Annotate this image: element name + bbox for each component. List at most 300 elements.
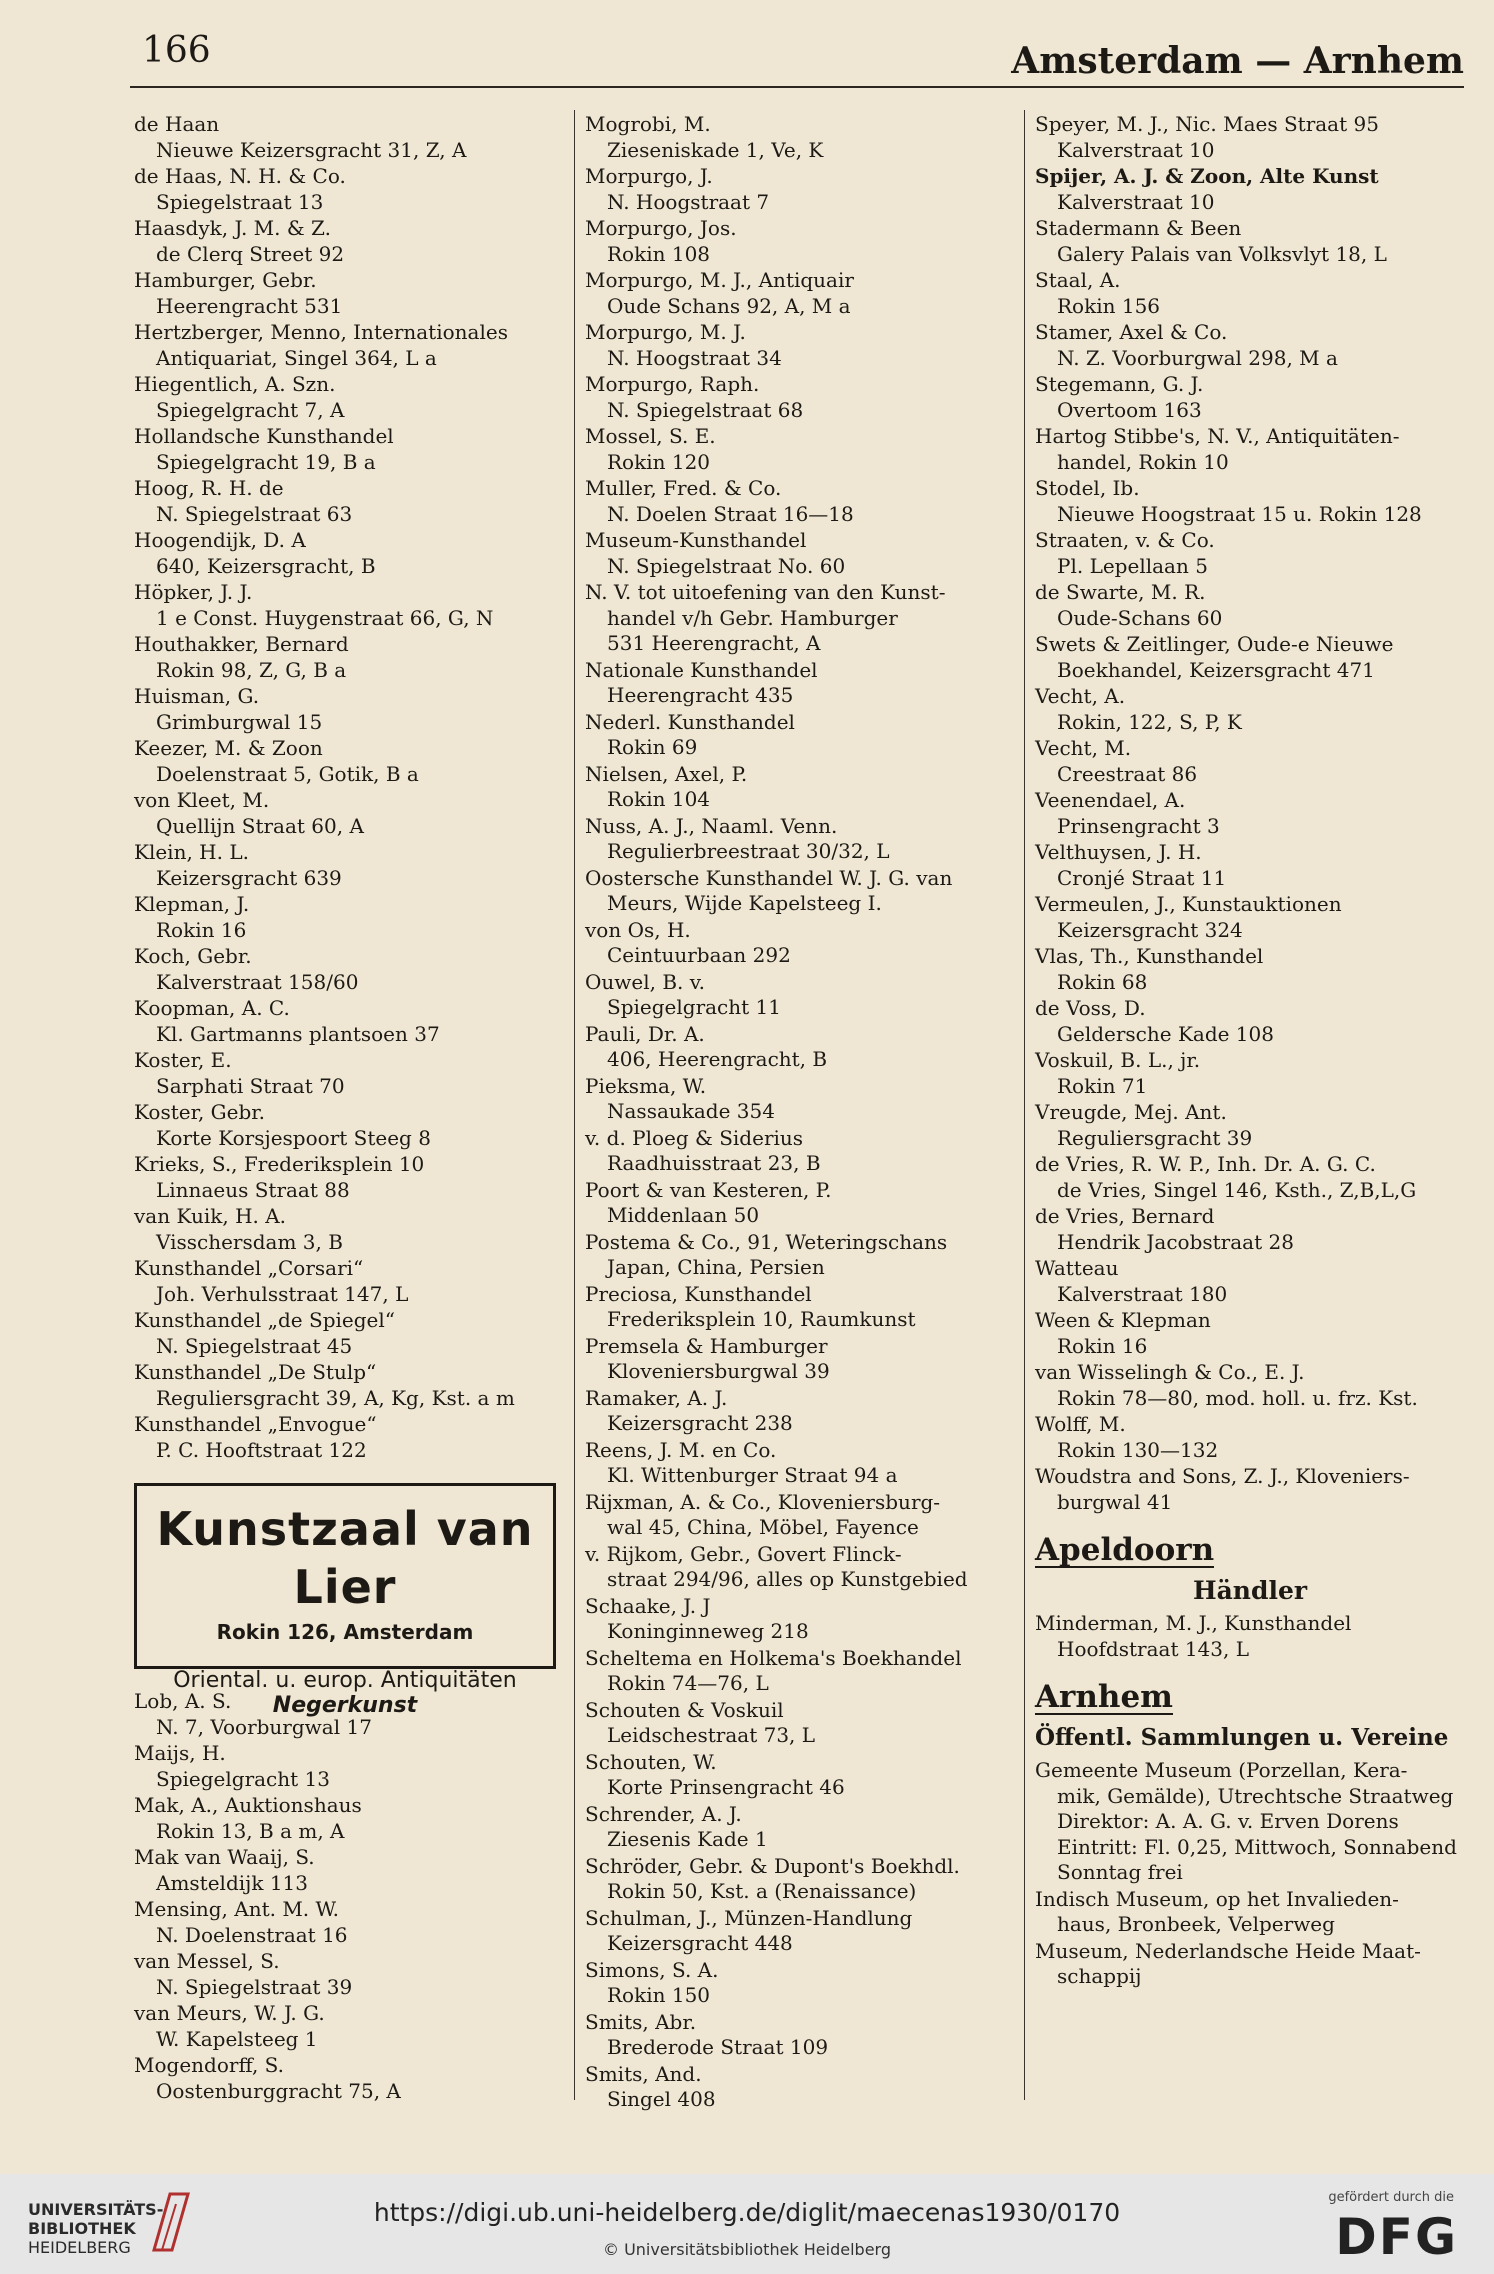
entry-address: Overtoom 163 <box>1057 397 1202 422</box>
entry-name: Nationale Kunsthandel <box>585 657 818 682</box>
entry-address: de Clerq Street 92 <box>156 241 345 266</box>
library-name-line: HEIDELBERG <box>28 2238 131 2257</box>
entry-name: de Vries, R. W. P., Inh. Dr. A. G. C. <box>1035 1152 1376 1176</box>
entry-name: de Swarte, M. R. <box>1035 580 1206 604</box>
entry-address: handel, Rokin 10 <box>1057 449 1229 474</box>
directory-entry <box>134 1741 564 1792</box>
entry-address: N. Spiegelstraat 39 <box>156 1974 353 1999</box>
entry-name: Schulman, J., Münzen-Handlung <box>585 1905 913 1930</box>
entry-address: N. Spiegelstraat 63 <box>156 501 353 526</box>
entry-address: Kalverstraat 10 <box>1057 189 1215 214</box>
directory-entry <box>134 1256 564 1307</box>
directory-entry <box>1035 164 1465 215</box>
entry-name: Pauli, Dr. A. <box>585 1021 705 1046</box>
directory-entry <box>1035 736 1465 787</box>
entry-address: Kl. Gartmanns plantsoen 37 <box>156 1021 440 1046</box>
entry-address: Sonntag frei <box>1057 1860 1183 1884</box>
entry-address: Japan, China, Persien <box>607 1255 825 1279</box>
directory-entry <box>585 424 1015 475</box>
entry-address: Rokin 71 <box>1057 1073 1148 1098</box>
entry-name: Koch, Gebr. <box>134 944 252 968</box>
directory-entry <box>134 476 564 527</box>
entry-name: de Voss, D. <box>1035 996 1146 1020</box>
entry-address: Boekhandel, Keizersgracht 471 <box>1057 657 1375 682</box>
directory-entry <box>1035 996 1465 1047</box>
entry-address: N. 7, Voorburgwal 17 <box>156 1714 372 1739</box>
directory-entry <box>134 2053 564 2104</box>
entry-address: Doelenstraat 5, Gotik, B a <box>156 761 419 786</box>
entry-name: von Os, H. <box>585 917 691 942</box>
entry-name: de Haas, N. H. & Co. <box>134 164 346 188</box>
directory-entry <box>585 112 1015 163</box>
directory-entry <box>585 580 1015 657</box>
entry-address: Rokin 130—132 <box>1057 1437 1219 1462</box>
directory-entry <box>1035 1758 1465 1886</box>
entry-address: Sarphati Straat 70 <box>156 1073 345 1098</box>
entry-name: Ouwel, B. v. <box>585 969 706 994</box>
entry-address: N. Z. Voorburgwal 298, M a <box>1057 345 1338 370</box>
entry-name: Kunsthandel „Corsari“ <box>134 1256 364 1280</box>
directory-entry <box>585 710 1015 761</box>
entry-address: Hendrik Jacobstraat 28 <box>1057 1229 1294 1254</box>
directory-entry <box>134 892 564 943</box>
entry-address: Eintritt: Fl. 0,25, Mittwoch, Sonnabend <box>1057 1834 1457 1859</box>
entry-address: N. Doelenstraat 16 <box>156 1922 348 1947</box>
entry-name: Hertzberger, Menno, Internationales <box>134 320 508 344</box>
directory-entry <box>585 1126 1015 1177</box>
entry-name: Museum-Kunsthandel <box>585 528 807 552</box>
directory-entry <box>134 580 564 631</box>
entry-name: Reens, J. M. en Co. <box>585 1437 777 1462</box>
entry-address: Brederode Straat 109 <box>607 2035 829 2059</box>
entry-name: Indisch Museum, op het Invalieden- <box>1035 1886 1399 1911</box>
directory-entry <box>134 788 564 839</box>
directory-entry <box>585 528 1015 579</box>
entry-address: Rokin 150 <box>607 1983 711 2007</box>
entry-address: 1 e Const. Huygenstraat 66, G, N <box>156 605 494 630</box>
entry-address: Rokin, 122, S, P, K <box>1057 709 1242 734</box>
directory-entry <box>1035 1204 1465 1255</box>
entry-name: Straaten, v. & Co. <box>1035 528 1215 552</box>
entry-name: Vlas, Th., Kunsthandel <box>1035 944 1264 968</box>
directory-entry <box>134 320 564 371</box>
directory-entry <box>134 996 564 1047</box>
entry-name: von Kleet, M. <box>134 788 270 812</box>
entry-address: Rokin 68 <box>1057 969 1148 994</box>
column-1 <box>134 112 564 2105</box>
directory-entry <box>585 970 1015 1021</box>
entry-name: Hollandsche Kunsthandel <box>134 424 394 448</box>
entry-name: Krieks, S., Frederiksplein 10 <box>134 1152 425 1176</box>
entry-address: Kalverstraat 10 <box>1057 137 1215 162</box>
entry-name: Maijs, H. <box>134 1741 226 1765</box>
entry-name: Muller, Fred. & Co. <box>585 476 782 500</box>
directory-entry <box>134 1793 564 1844</box>
directory-entry <box>134 112 564 163</box>
funding-note: gefördert durch die <box>1328 2190 1454 2205</box>
entry-address: wal 45, China, Möbel, Fayence <box>607 1515 919 1539</box>
entry-name: Klein, H. L. <box>134 840 249 864</box>
entry-address: de Vries, Singel 146, Ksth., Z,B,L,G <box>1057 1177 1417 1202</box>
running-title: Amsterdam — Arnhem <box>1011 40 1464 82</box>
entry-address: Heerengracht 435 <box>607 683 794 707</box>
entry-address: Spiegelgracht 11 <box>607 995 781 1019</box>
entry-name: Stadermann & Been <box>1035 216 1242 240</box>
directory-entry <box>1035 476 1465 527</box>
directory-entry <box>1035 1100 1465 1151</box>
entry-address: Kalverstraat 158/60 <box>156 969 359 994</box>
directory-entry <box>1035 1464 1465 1515</box>
entry-address: Prinsengracht 3 <box>1057 813 1220 838</box>
entry-name: Kunsthandel „De Stulp“ <box>134 1360 377 1384</box>
entry-address: Rokin 156 <box>1057 293 1161 318</box>
entry-name: van Meurs, W. J. G. <box>134 2001 325 2025</box>
entry-name: Mogrobi, M. <box>585 112 711 136</box>
ad-address: Rokin 126, Amsterdam <box>216 1620 474 1644</box>
entry-address: 640, Keizersgracht, B <box>156 553 376 578</box>
entry-name: Speyer, M. J., Nic. Maes Straat 95 <box>1035 112 1379 136</box>
directory-entry <box>1035 216 1465 267</box>
entry-name: Poort & van Kesteren, P. <box>585 1177 832 1202</box>
directory-entry <box>585 1438 1015 1489</box>
entry-address: Oude Schans 92, A, M a <box>607 293 851 318</box>
directory-entry <box>134 632 564 683</box>
directory-entry <box>134 1152 564 1203</box>
entry-address: Ziesenis Kade 1 <box>607 1827 768 1851</box>
entry-name: Koster, E. <box>134 1048 232 1072</box>
entry-address: handel v/h Gebr. Hamburger <box>607 605 898 630</box>
section-subheading: Öffentl. Sammlungen u. Vereine <box>1035 1723 1449 1751</box>
directory-entry <box>134 1949 564 2000</box>
directory-entry <box>1035 320 1465 371</box>
entry-name: Gemeente Museum (Porzellan, Kera- <box>1035 1758 1408 1782</box>
entry-name: Voskuil, B. L., jr. <box>1035 1048 1201 1072</box>
entry-name: Mossel, S. E. <box>585 424 716 448</box>
column-divider <box>1024 110 1025 2100</box>
directory-entry <box>134 1048 564 1099</box>
directory-entry <box>1035 580 1465 631</box>
directory-entry <box>585 1958 1015 2009</box>
directory-entry <box>134 1845 564 1896</box>
entry-address: Regulierbreestraat 30/32, L <box>607 839 890 863</box>
city-heading: Arnhem <box>1035 1679 1173 1715</box>
entry-name: Morpurgo, Raph. <box>585 372 760 396</box>
entry-address: Nassaukade 354 <box>607 1099 775 1123</box>
entry-address: Middenlaan 50 <box>607 1203 760 1227</box>
entry-address: P. C. Hooftstraat 122 <box>156 1437 367 1462</box>
entry-list <box>1035 112 1465 1515</box>
directory-entry <box>134 372 564 423</box>
directory-entry <box>585 1074 1015 1125</box>
entry-address: Linnaeus Straat 88 <box>156 1177 350 1202</box>
directory-entry <box>134 268 564 319</box>
entry-address: 406, Heerengracht, B <box>607 1047 828 1071</box>
directory-entry <box>585 1594 1015 1645</box>
entry-address: Oostenburggracht 75, A <box>156 2078 401 2103</box>
entry-address: Rokin 16 <box>1057 1333 1148 1358</box>
entry-address: Reguliersgracht 39 <box>1057 1125 1253 1150</box>
entry-name: Haasdyk, J. M. & Z. <box>134 216 331 240</box>
entry-address: Kalverstraat 180 <box>1057 1281 1228 1306</box>
directory-entry <box>1035 1048 1465 1099</box>
entry-address: Creestraat 86 <box>1057 761 1198 786</box>
directory-entry <box>134 1308 564 1359</box>
entry-address: Galery Palais van Volksvlyt 18, L <box>1057 241 1387 266</box>
directory-entry <box>1035 1412 1465 1463</box>
entry-list <box>1035 1611 1465 1662</box>
directory-entry <box>585 268 1015 319</box>
entry-address: Heerengracht 531 <box>156 293 343 318</box>
entry-address: Nieuwe Hoogstraat 15 u. Rokin 128 <box>1057 501 1422 526</box>
entry-name: van Kuik, H. A. <box>134 1204 287 1228</box>
entry-address: Rokin 13, B a m, A <box>156 1818 345 1843</box>
entry-name: Preciosa, Kunsthandel <box>585 1281 812 1306</box>
directory-entry <box>1035 268 1465 319</box>
entry-address: schappij <box>1057 1964 1142 1988</box>
entry-name: Mogendorff, S. <box>134 2053 284 2077</box>
directory-entry <box>585 320 1015 371</box>
entry-address: Zieseniskade 1, Ve, K <box>607 137 824 162</box>
entry-address: burgwal 41 <box>1057 1489 1173 1514</box>
entry-address: Keizersgracht 238 <box>607 1411 793 1435</box>
entry-address: Kl. Wittenburger Straat 94 a <box>607 1463 898 1487</box>
entry-address: Korte Prinsengracht 46 <box>607 1775 845 1799</box>
entry-address: Joh. Verhulsstraat 147, L <box>156 1281 409 1306</box>
directory-entry <box>585 1230 1015 1281</box>
entry-name: Vermeulen, J., Kunstauktionen <box>1035 892 1342 916</box>
entry-name: Lob, A. S. <box>134 1689 232 1713</box>
entry-name: Morpurgo, Jos. <box>585 216 737 240</box>
entry-name: Swets & Zeitlinger, Oude-e Nieuwe <box>1035 632 1394 656</box>
entry-address: N. Hoogstraat 7 <box>607 189 770 214</box>
entry-name: Schaake, J. J <box>585 1593 711 1618</box>
entry-address: 531 Heerengracht, A <box>607 631 821 655</box>
directory-entry <box>585 1490 1015 1541</box>
entry-address: Quellijn Straat 60, A <box>156 813 364 838</box>
entry-name: Schrender, A. J. <box>585 1801 742 1826</box>
page-number: 166 <box>142 30 211 71</box>
entry-address: N. Spiegelstraat 45 <box>156 1333 353 1358</box>
entry-address: Rokin 50, Kst. a (Renaissance) <box>607 1879 917 1903</box>
entry-address: Spiegelgracht 13 <box>156 1766 330 1791</box>
entry-address: Visschersdam 3, B <box>156 1229 343 1254</box>
directory-entry <box>585 2062 1015 2113</box>
entry-name: van Messel, S. <box>134 1949 280 1973</box>
entry-name: Nuss, A. J., Naaml. Venn. <box>585 813 838 838</box>
entry-name: Morpurgo, M. J. <box>585 320 746 344</box>
entry-address: Spiegelstraat 13 <box>156 189 324 214</box>
entry-name: v. Rijkom, Gebr., Govert Flinck- <box>585 1541 902 1566</box>
entry-name: Vecht, A. <box>1035 684 1126 708</box>
directory-entry <box>585 1906 1015 1957</box>
entry-name: Keezer, M. & Zoon <box>134 736 323 760</box>
directory-entry <box>1035 1152 1465 1203</box>
entry-address: Rokin 78—80, mod. holl. u. frz. Kst. <box>1057 1385 1418 1410</box>
entry-name: Wolff, M. <box>1035 1412 1126 1436</box>
directory-entry <box>1035 632 1465 683</box>
directory-entry <box>1035 372 1465 423</box>
entry-address: Keizersgracht 639 <box>156 865 342 890</box>
entry-name: Hoogendijk, D. A <box>134 528 306 552</box>
entry-name: Nielsen, Axel, P. <box>585 761 748 786</box>
entry-address: Spiegelgracht 7, A <box>156 397 345 422</box>
entry-address: Amsteldijk 113 <box>156 1870 308 1895</box>
directory-entry <box>1035 1939 1465 1990</box>
entry-name: Vreugde, Mej. Ant. <box>1035 1100 1227 1124</box>
directory-entry <box>585 372 1015 423</box>
directory-entry <box>134 1360 564 1411</box>
directory-entry <box>585 866 1015 917</box>
directory-entry <box>585 1542 1015 1593</box>
directory-entry <box>585 658 1015 709</box>
entry-address: Spiegelgracht 19, B a <box>156 449 376 474</box>
entry-address: Kloveniersburgwal 39 <box>607 1359 830 1383</box>
entry-address: Rokin 98, Z, G, B a <box>156 657 347 682</box>
directory-entry <box>134 840 564 891</box>
entry-name: Klepman, J. <box>134 892 250 916</box>
entry-name: Kunsthandel „Envogue“ <box>134 1412 377 1436</box>
directory-entry <box>1035 684 1465 735</box>
directory-entry <box>585 1282 1015 1333</box>
directory-entry <box>134 1897 564 1948</box>
entry-address: straat 294/96, alles op Kunstgebied <box>607 1567 968 1591</box>
entry-address: Cronjé Straat 11 <box>1057 865 1227 890</box>
entry-name: Stegemann, G. J. <box>1035 372 1204 396</box>
entry-name: v. d. Ploeg & Siderius <box>585 1125 804 1150</box>
entry-address: Rokin 108 <box>607 241 711 266</box>
entry-name: Simons, S. A. <box>585 1957 719 1982</box>
entry-address: Pl. Lepellaan 5 <box>1057 553 1208 578</box>
entry-name: Schröder, Gebr. & Dupont's Boekhdl. <box>585 1853 960 1878</box>
directory-entry <box>585 1386 1015 1437</box>
entry-address: haus, Bronbeek, Velperweg <box>1057 1912 1335 1936</box>
entry-name: Mak van Waaij, S. <box>134 1845 315 1869</box>
entry-address: Rokin 16 <box>156 917 247 942</box>
entry-name: Smits, And. <box>585 2061 702 2086</box>
entry-name: Velthuysen, J. H. <box>1035 840 1202 864</box>
directory-entry <box>585 1178 1015 1229</box>
entry-name: Stodel, Ib. <box>1035 476 1140 500</box>
entry-name: Stamer, Axel & Co. <box>1035 320 1228 344</box>
entry-address: Frederiksplein 10, Raumkunst <box>607 1307 916 1331</box>
ad-title: Kunstzaal van Lier <box>156 1502 534 1614</box>
entry-name: Oostersche Kunsthandel W. J. G. van <box>585 865 953 890</box>
copyright-notice: © Universitätsbibliothek Heidelberg <box>602 2240 891 2259</box>
entry-address: Singel 408 <box>607 2087 716 2111</box>
header-rule <box>130 86 1464 88</box>
entry-name: Schouten & Voskuil <box>585 1697 784 1722</box>
directory-entry <box>134 1100 564 1151</box>
entry-name: Mak, A., Auktionshaus <box>134 1793 362 1817</box>
directory-entry <box>1035 840 1465 891</box>
entry-name: Premsela & Hamburger <box>585 1333 828 1358</box>
directory-entry <box>1035 1256 1465 1307</box>
entry-address: Keizersgracht 324 <box>1057 917 1243 942</box>
directory-entry <box>1035 788 1465 839</box>
entry-address: mik, Gemälde), Utrechtsche Straatweg <box>1057 1783 1454 1808</box>
entry-name: Ramaker, A. J. <box>585 1385 728 1410</box>
entry-address: N. Doelen Straat 16—18 <box>607 501 854 526</box>
entry-name: Veenendael, A. <box>1035 788 1186 812</box>
entry-address: Meurs, Wijde Kapelsteeg I. <box>607 891 882 915</box>
entry-name: Koster, Gebr. <box>134 1100 265 1124</box>
entry-name: Spijer, A. J. & Zoon, Alte Kunst <box>1035 164 1379 188</box>
directory-entry <box>585 1022 1015 1073</box>
entry-address: W. Kapelsteeg 1 <box>156 2026 318 2051</box>
directory-entry <box>1035 528 1465 579</box>
directory-entry <box>134 2001 564 2052</box>
entry-name: Hiegentlich, A. Szn. <box>134 372 336 396</box>
entry-address: N. Hoogstraat 34 <box>607 345 782 370</box>
entry-list <box>134 112 564 1463</box>
directory-entry <box>1035 944 1465 995</box>
entry-address: Rokin 104 <box>607 787 711 811</box>
entry-address: Direktor: A. A. G. v. Erven Dorens <box>1057 1809 1399 1833</box>
entry-address: N. Spiegelstraat 68 <box>607 397 804 422</box>
directory-entry <box>585 476 1015 527</box>
entry-name: Staal, A. <box>1035 268 1121 292</box>
entry-name: Hartog Stibbe's, N. V., Antiquitäten- <box>1035 424 1400 448</box>
directory-entry <box>585 216 1015 267</box>
directory-entry <box>1035 1308 1465 1359</box>
directory-entry <box>585 1646 1015 1697</box>
directory-entry <box>134 216 564 267</box>
section-subheading: Händler <box>1192 1575 1308 1605</box>
directory-entry <box>1035 1887 1465 1938</box>
entry-address: Antiquariat, Singel 364, L a <box>156 345 437 370</box>
entry-address: Korte Korsjespoort Steeg 8 <box>156 1125 431 1150</box>
directory-entry <box>134 684 564 735</box>
directory-entry <box>585 2010 1015 2061</box>
directory-entry <box>134 1204 564 1255</box>
entry-name: Huisman, G. <box>134 684 260 708</box>
entry-address: Ceintuurbaan 292 <box>607 943 791 967</box>
entry-name: Morpurgo, J. <box>585 164 713 188</box>
entry-address: Grimburgwal 15 <box>156 709 323 734</box>
entry-address: Rokin 120 <box>607 449 711 474</box>
entry-name: de Haan <box>134 112 220 136</box>
entry-name: Watteau <box>1035 1256 1119 1280</box>
entry-name: Woudstra and Sons, Z. J., Kloveniers- <box>1035 1464 1410 1488</box>
directory-entry <box>585 918 1015 969</box>
entry-address: Rokin 74—76, L <box>607 1671 769 1695</box>
entry-name: Schouten, W. <box>585 1749 717 1774</box>
dfg-logo[interactable]: DFG <box>1335 2208 1458 2266</box>
entry-address: Hoofdstraat 143, L <box>1057 1636 1250 1661</box>
entry-name: Pieksma, W. <box>585 1073 707 1098</box>
entry-name: Hamburger, Gebr. <box>134 268 317 292</box>
directory-entry <box>1035 424 1465 475</box>
permalink-url[interactable]: https://digi.ub.uni-heidelberg.de/diglit/maecenas1930/0170 <box>373 2198 1121 2227</box>
entry-name: Nederl. Kunsthandel <box>585 709 795 734</box>
entry-list <box>1035 1758 1465 1990</box>
entry-address: Reguliersgracht 39, A, Kg, Kst. a m <box>156 1385 515 1410</box>
entry-address: Raadhuisstraat 23, B <box>607 1151 821 1175</box>
entry-address: Keizersgracht 448 <box>607 1931 793 1955</box>
entry-name: Morpurgo, M. J., Antiquair <box>585 268 854 292</box>
entry-name: Koopman, A. C. <box>134 996 290 1020</box>
column-3 <box>1035 112 1465 1991</box>
directory-entry <box>134 736 564 787</box>
entry-list <box>585 112 1015 2113</box>
directory-entry <box>585 1802 1015 1853</box>
entry-name: Vecht, M. <box>1035 736 1132 760</box>
directory-entry <box>585 1750 1015 1801</box>
entry-name: van Wisselingh & Co., E. J. <box>1035 1360 1305 1384</box>
directory-entry <box>134 528 564 579</box>
entry-name: Smits, Abr. <box>585 2009 697 2034</box>
library-name-line: BIBLIOTHEK <box>28 2219 136 2238</box>
